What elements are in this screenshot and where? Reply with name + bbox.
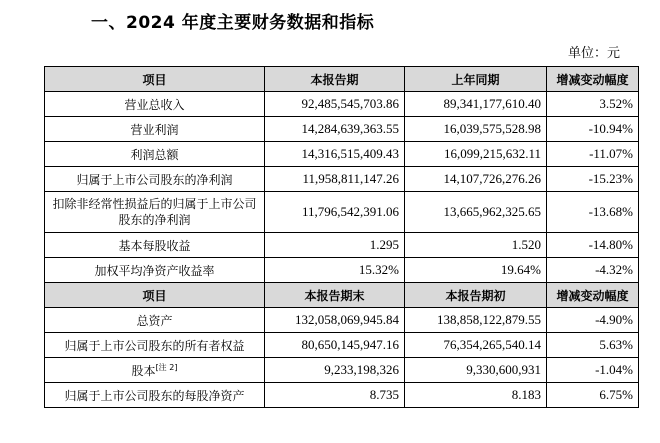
- table-row: [45, 117, 639, 142]
- table-row: [45, 333, 639, 358]
- header-cell: 本报告期: [265, 67, 405, 92]
- end-value: 8.735: [265, 383, 405, 408]
- end-value: 80,650,145,947.16: [265, 333, 405, 358]
- page-title: 一、2024 年度主要财务数据和指标: [91, 13, 375, 33]
- header-cell: 本报告期初: [405, 283, 547, 308]
- row-label: 归属于上市公司股东的每股净资产: [45, 383, 265, 408]
- change-value: -11.07%: [547, 142, 639, 167]
- table-row: [45, 167, 639, 192]
- row-label: 营业利润: [45, 117, 265, 142]
- prior-value: 16,099,215,632.11: [405, 142, 547, 167]
- current-value: 11,958,811,147.26: [265, 167, 405, 192]
- table-row: [45, 358, 639, 383]
- prior-value: 14,107,726,276.26: [405, 167, 547, 192]
- table-row: [45, 192, 639, 233]
- footnote-mark: [注 2]: [155, 362, 178, 372]
- table-header-row: [45, 67, 639, 92]
- prior-value: 89,341,177,610.40: [405, 92, 547, 117]
- row-label: [45, 358, 265, 383]
- begin-value: 138,858,122,879.55: [405, 308, 547, 333]
- change-value: -13.68%: [547, 192, 639, 233]
- header-cell: 增减变动幅度: [547, 67, 639, 92]
- table-row: [45, 308, 639, 333]
- table-row: [45, 233, 639, 258]
- table-row: [45, 142, 639, 167]
- table-row: [45, 258, 639, 283]
- table-row: [45, 383, 639, 408]
- unit-label: 单位：元: [567, 46, 620, 61]
- current-value: 11,796,542,391.06: [265, 192, 405, 233]
- begin-value: 9,330,600,931: [405, 358, 547, 383]
- change-value: 3.52%: [547, 92, 639, 117]
- current-value: 14,316,515,409.43: [265, 142, 405, 167]
- prior-value: 19.64%: [405, 258, 547, 283]
- change-value: -1.04%: [547, 358, 639, 383]
- change-value: -4.90%: [547, 308, 639, 333]
- end-value: 132,058,069,945.84: [265, 308, 405, 333]
- begin-value: 8.183: [405, 383, 547, 408]
- change-value: 6.75%: [547, 383, 639, 408]
- current-value: 1.295: [265, 233, 405, 258]
- header-cell: 增减变动幅度: [547, 283, 639, 308]
- row-label: 总资产: [45, 308, 265, 333]
- row-label: 归属于上市公司股东的净利润: [45, 167, 265, 192]
- row-label: 归属于上市公司股东的所有者权益: [45, 333, 265, 358]
- row-label: 利润总额: [45, 142, 265, 167]
- change-value: -4.32%: [547, 258, 639, 283]
- row-label: 基本每股收益: [45, 233, 265, 258]
- table-header-row: [45, 283, 639, 308]
- header-cell: 上年同期: [405, 67, 547, 92]
- row-label-text: 股本: [131, 363, 156, 378]
- prior-value: 13,665,962,325.65: [405, 192, 547, 233]
- begin-value: 76,354,265,540.14: [405, 333, 547, 358]
- header-cell: 项目: [45, 67, 265, 92]
- prior-value: 1.520: [405, 233, 547, 258]
- financial-data-table: [44, 66, 639, 408]
- table-row: [45, 92, 639, 117]
- current-value: 15.32%: [265, 258, 405, 283]
- header-cell: 项目: [45, 283, 265, 308]
- current-value: 14,284,639,363.55: [265, 117, 405, 142]
- change-value: -14.80%: [547, 233, 639, 258]
- prior-value: 16,039,575,528.98: [405, 117, 547, 142]
- change-value: -10.94%: [547, 117, 639, 142]
- change-value: -15.23%: [547, 167, 639, 192]
- change-value: 5.63%: [547, 333, 639, 358]
- current-value: 92,485,545,703.86: [265, 92, 405, 117]
- row-label: 扣除非经常性损益后的归属于上市公司股东的净利润: [45, 192, 265, 233]
- row-label: 加权平均净资产收益率: [45, 258, 265, 283]
- end-value: 9,233,198,326: [265, 358, 405, 383]
- header-cell: 本报告期末: [265, 283, 405, 308]
- row-label: 营业总收入: [45, 92, 265, 117]
